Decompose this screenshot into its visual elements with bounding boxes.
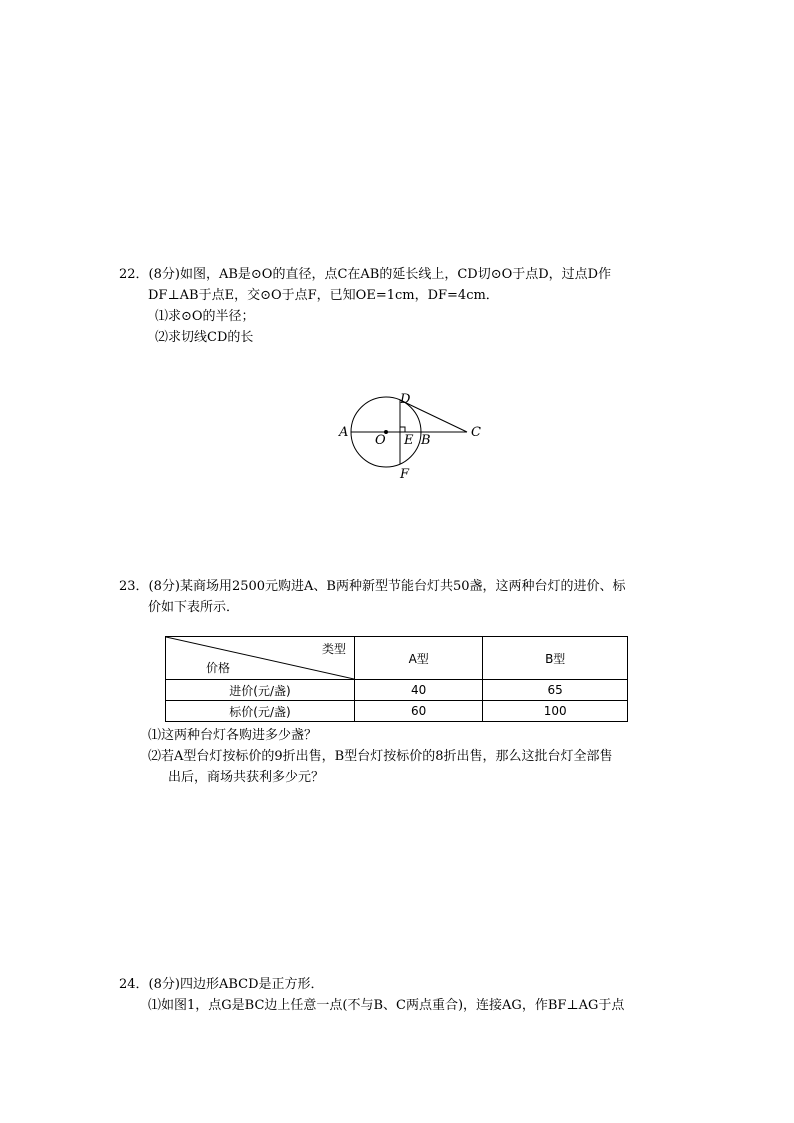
header-col-b: B型 <box>483 637 628 680</box>
label-a: A <box>339 425 349 440</box>
cell-a: 60 <box>355 701 483 722</box>
q23-line2: 价如下表所示． <box>148 600 240 615</box>
q22-sub1: ⑴求⊙O的半径； <box>155 309 255 324</box>
header-col-a: A型 <box>355 637 483 680</box>
label-e: E <box>404 433 414 448</box>
q23-line1: 23．(8分)某商场用2500元购进A、B两种新型节能台灯共50盏，这两种台灯的进价、标 <box>119 579 626 594</box>
table-row <box>166 680 628 701</box>
q24-sub1: ⑴如图1，点G是BC边上任意一点(不与B、C两点重合)，连接AG，作BF⊥AG于点 <box>148 998 625 1013</box>
label-c: C <box>471 425 481 440</box>
price-table <box>165 636 628 722</box>
right-angle-mark <box>400 427 405 432</box>
label-f: F <box>400 467 410 482</box>
q22-line1: 22．(8分)如图，AB是⊙O的直径，点C在AB的延长线上，CD切⊙O于点D，过点D作 <box>119 267 612 282</box>
row-label: 进价(元/盏) <box>166 680 355 701</box>
cell-b: 100 <box>483 701 628 722</box>
cell-a: 40 <box>355 680 483 701</box>
label-o: O <box>375 433 386 448</box>
q22-line2: DF⊥AB于点E，交⊙O于点F，已知OE=1cm，DF=4cm． <box>148 288 499 303</box>
row-label: 标价(元/盏) <box>166 701 355 722</box>
table-row <box>166 701 628 722</box>
q23-sub2-line1: ⑵若A型台灯按标价的9折出售，B型台灯按标价的8折出售，那么这批台灯全部售 <box>148 749 613 764</box>
q23-sub1: ⑴这两种台灯各购进多少盏？ <box>148 728 318 743</box>
circle-tangent-figure <box>330 385 490 485</box>
label-b: B <box>421 433 431 448</box>
q24-line1: 24．(8分)四边形ABCD是正方形． <box>119 977 324 992</box>
header-price: 价格 <box>206 661 231 675</box>
q22-sub2: ⑵求切线CD的长 <box>155 330 254 345</box>
cell-b: 65 <box>483 680 628 701</box>
q23-sub2-line2: 出后，商场共获利多少元？ <box>168 770 325 785</box>
table-diagonal-header <box>166 637 355 680</box>
header-type: 类型 <box>321 642 346 656</box>
label-d: D <box>400 392 411 407</box>
